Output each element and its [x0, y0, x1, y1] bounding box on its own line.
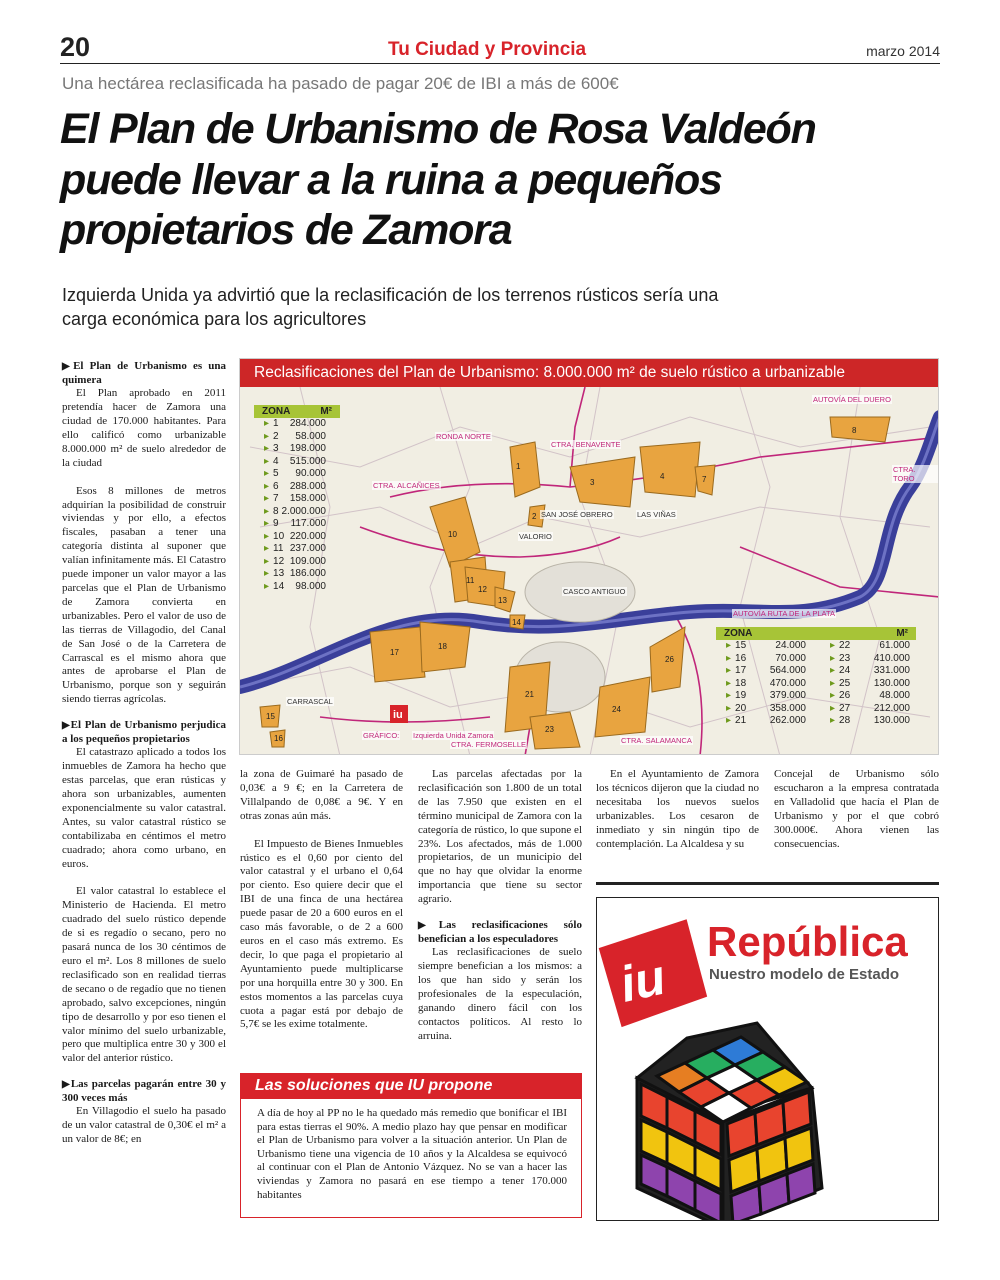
rubik-cube-icon: [637, 1023, 822, 1221]
zone-area: 61.000: [879, 640, 910, 651]
zone-area: 117.000: [290, 518, 326, 529]
paragraph: la zona de Guimaré ha pasado de 0,03€ a 9 €; en la Carretera de Villalpando de 0,08€ a 9€. Y en otras zonas aún más.: [240, 768, 403, 822]
zone-area: 158.000: [289, 493, 326, 504]
article-kicker: Una hectárea reclasificada ha pasado de pagar 20€ de IBI a más de 600€: [62, 74, 619, 93]
map-credit: GRÁFICO:: [363, 731, 400, 740]
article-column-3: [418, 768, 582, 1044]
zone-row: [254, 518, 332, 531]
iu-logo: [597, 918, 710, 1028]
svg-text:24: 24: [612, 705, 621, 714]
svg-text:26: 26: [665, 655, 674, 664]
solutions-box-text: A día de hoy al PP no le ha quedado más remedio que bonificar el IBI para estas tierras el 90%. A medio plazo hay que pensar en modificar el Plan de Urbanismo para volver a la situación anterior. Un Plan de Urbanismo tiene una vigencia de 10 años y la Alcaldesa se equivocó al continuar con el Plan de Antonio Vázquez. No se van a hacer las viviendas y Zamora no pasará en ese tiempo a tener 170.000 habitantes: [257, 1107, 567, 1201]
zone-number: ▸ 15: [716, 640, 752, 653]
zone-row: [254, 468, 332, 481]
map-label: CTRA. TORO: [892, 465, 938, 483]
zone-number: ▸ 17: [716, 665, 752, 678]
divider: [596, 882, 939, 885]
article-column-2: [240, 768, 403, 1032]
zone-row: [254, 481, 332, 494]
subheading: ▶Las reclasificaciones sólo benefician a los especuladores: [418, 919, 582, 945]
paragraph: Las reclasificaciones de suelo siempre benefician a los mismos: a los que han sido y serán los profesionales de la especulación, ganando dinero fácil con los contactos políticos. Al resto lo arruina.: [418, 946, 582, 1042]
map-label: LAS VIÑAS: [637, 510, 676, 519]
zone-row: [254, 568, 332, 581]
zone-table-header: ZONA M²: [254, 405, 340, 418]
zone-row: [254, 456, 332, 469]
zone-area: 331.000: [873, 665, 910, 676]
zone-number: ▸ 6: [254, 481, 290, 494]
svg-text:4: 4: [660, 472, 665, 481]
map-label: CTRA. BENAVENTE: [551, 440, 621, 449]
map-credit-brand: Izquierda Unida Zamora: [413, 731, 494, 740]
map-label: CASCO ANTIGUO: [563, 587, 626, 596]
zone-area: 70.000: [775, 652, 806, 664]
zone-area: 470.000: [769, 677, 806, 689]
section-name: Tu Ciudad y Provincia: [388, 39, 587, 60]
page-header: [60, 32, 940, 64]
zone-area: 48.000: [879, 690, 910, 701]
zone-area: 220.000: [289, 530, 326, 542]
zone-row: [254, 581, 332, 594]
zone-row: [820, 715, 916, 728]
zone-number: ▸ 1: [254, 418, 290, 431]
zone-number: ▸ 18: [716, 678, 752, 691]
zone-row: [254, 443, 332, 456]
zone-number: ▸ 19: [716, 690, 752, 703]
zone-number: ▸ 12: [254, 556, 290, 569]
triangle-icon: ▶: [62, 720, 71, 732]
svg-text:8: 8: [852, 426, 857, 435]
page-number: 20: [60, 32, 91, 62]
zone-number: ▸ 26: [820, 690, 856, 703]
svg-text:13: 13: [498, 596, 507, 605]
zone-area: 130.000: [873, 677, 910, 689]
zone-row: [716, 690, 812, 703]
map-label: AUTOVÍA DEL DUERO: [813, 395, 891, 404]
map-label: CARRASCAL: [287, 697, 333, 706]
svg-text:1: 1: [516, 462, 521, 471]
zone-row: [716, 678, 812, 691]
zone-number: ▸ 27: [820, 703, 856, 716]
paragraph: En el Ayuntamiento de Zamora los técnicos dijeron que la ciudad no necesitaba los nuevos suelos urbanizables. Los cesaron de inmediato y sin ningún tipo de contemplación. La Alcaldesa y su: [596, 768, 759, 850]
zone-number: ▸ 3: [254, 443, 290, 456]
zone-area: 564.000: [769, 665, 806, 676]
zone-area: 410.000: [873, 652, 910, 664]
map-label: AUTOVÍA RUTA DE LA PLATA: [733, 609, 835, 618]
triangle-icon: ▶: [418, 920, 439, 932]
paragraph: El Plan aprobado en 2011 pretendía hacer de Zamora una ciudad de 170.000 habitantes. Para ello calificó como urbanizable 8.000.000 m² de suelo alrededor de la ciudad: [62, 387, 226, 469]
svg-text:10: 10: [448, 530, 457, 539]
zone-number: ▸ 22: [820, 640, 856, 653]
zone-area: 288.000: [289, 480, 326, 492]
zone-area: 358.000: [769, 702, 806, 714]
paragraph: El valor catastral lo establece el Ministerio de Hacienda. El metro cuadrado del suelo rústico depende de si es regadío o secano, pero no pasará nunca de los 30 céntimos de euro el m². Los 8 millones de suelo reclasificado son en realidad tierras de secano o de regadío que no tienen aprobado, salvo excepciones, ningún tipo de desarrollo y por eso tienen el valor mínimo del suelo urbanizable, pero que multiplica entre 30 y 300 el valor del anterior rústico.: [62, 885, 226, 1065]
subheading: ▶El Plan de Urbanismo es una quimera: [62, 360, 226, 386]
solutions-box: [240, 1073, 582, 1218]
zone-table-1: [254, 405, 340, 593]
zone-number: ▸ 10: [254, 531, 290, 544]
zone-number: ▸ 20: [716, 703, 752, 716]
zone-number: ▸ 2: [254, 431, 290, 444]
article-column-1: [62, 360, 226, 1147]
zone-area: 515.000: [289, 455, 326, 467]
zone-row: [820, 690, 916, 703]
svg-text:16: 16: [274, 734, 283, 743]
svg-text:iu: iu: [393, 709, 403, 721]
zone-row: [820, 703, 916, 716]
zone-row: [716, 640, 812, 653]
zone-row: [254, 493, 332, 506]
paragraph: Concejal de Urbanismo sólo escucharon a la empresa contratada en Valladolid que hacía el Plan de Urbanismo y por el que cobró 300.000€. Ahora vienen las consecuencias.: [774, 768, 939, 850]
map-label: CTRA. SALAMANCA: [621, 736, 692, 745]
ad-title: República: [707, 918, 908, 965]
urbanism-map-graphic: [239, 358, 939, 755]
republica-advertisement: [596, 897, 939, 1221]
svg-text:15: 15: [266, 712, 275, 721]
zone-number: ▸ 8: [254, 506, 282, 519]
zone-row: [254, 506, 332, 519]
svg-text:11: 11: [466, 576, 475, 585]
map-label: RONDA NORTE: [436, 432, 491, 441]
paragraph: En Villagodio el suelo ha pasado de un valor catastral de 0,30€ el m² a un valor de 8€; en: [62, 1105, 226, 1146]
zone-area: 379.000: [769, 690, 806, 701]
zone-area: 284.000: [289, 418, 326, 429]
zone-number: ▸ 24: [820, 665, 856, 678]
ad-subtitle: Nuestro modelo de Estado: [709, 966, 900, 983]
zone-row: [254, 556, 332, 569]
svg-text:23: 23: [545, 725, 554, 734]
zone-row: [820, 653, 916, 666]
svg-text:18: 18: [438, 642, 447, 651]
svg-text:12: 12: [478, 585, 487, 594]
zone-number: ▸ 11: [254, 543, 290, 556]
subheading: ▶El Plan de Urbanismo perjudica a los pequeños propietarios: [62, 719, 226, 745]
subheading: ▶Las parcelas pagarán entre 30 y 300 veces más: [62, 1078, 226, 1104]
zone-number: ▸ 13: [254, 568, 290, 581]
map-label: VALORIO: [519, 532, 552, 541]
zone-area: 130.000: [873, 715, 910, 726]
zone-area: 2.000.000: [281, 505, 326, 517]
svg-text:2: 2: [532, 512, 537, 521]
zone-row: [716, 715, 812, 728]
svg-text:iu: iu: [615, 948, 671, 1013]
zone-number: ▸ 5: [254, 468, 290, 481]
zone-number: ▸ 14: [254, 581, 290, 594]
map-title: Reclasificaciones del Plan de Urbanismo: 8.000.000 m² de suelo rústico a urbanizable: [240, 359, 938, 387]
map-label: CTRA. FERMOSELLE: [451, 740, 527, 749]
zone-row: [716, 665, 812, 678]
zone-number: ▸ 4: [254, 456, 290, 469]
zone-row: [820, 678, 916, 691]
zone-number: ▸ 21: [716, 715, 752, 728]
zone-number: ▸ 9: [254, 518, 290, 531]
article-column-4: [596, 768, 759, 851]
zone-area: 212.000: [873, 702, 910, 714]
zone-row: [254, 531, 332, 544]
article-headline: El Plan de Urbanismo de Rosa Valdeón puede llevar a la ruina a pequeños propietarios de Zamora: [60, 105, 816, 255]
zone-number: ▸ 23: [820, 653, 856, 666]
zone-row: [716, 653, 812, 666]
zone-row: [254, 431, 332, 444]
paragraph: El Impuesto de Bienes Inmuebles rústico es el 0,60 por ciento del valor catastral y el urbano el 0,64 por ciento. Eso quiere decir que el IBI de una finca de una hectárea puede pasar de 20 a 600 euros en el caso más favorable, o de 2 a 600 euros en el caso más extremo. Es decir, lo que paga el propietario al Ayuntamiento puede multiplicarse por una horquilla entre 30 y 300. En estos momentos a las parcelas cuya cuota a pagar está por debajo de 5,7€ se les exime totalmente.: [240, 837, 403, 1031]
svg-text:17: 17: [390, 648, 399, 657]
zone-row: [254, 543, 332, 556]
zone-table-2: [716, 627, 916, 728]
zone-area: 24.000: [775, 640, 806, 651]
zone-area: 186.000: [289, 568, 326, 579]
zone-number: ▸ 28: [820, 715, 856, 728]
article-subhead: Izquierda Unida ya advirtió que la reclasificación de los terrenos rústicos sería una carga económica para los agricultores: [62, 285, 719, 330]
zone-area: 90.000: [295, 468, 326, 479]
svg-text:7: 7: [702, 475, 707, 484]
zone-area: 58.000: [295, 430, 326, 442]
map-label: SAN JOSÉ OBRERO: [541, 510, 613, 519]
zone-area: 109.000: [289, 555, 326, 567]
triangle-icon: ▶: [62, 361, 74, 372]
svg-text:21: 21: [525, 690, 534, 699]
zone-area: 262.000: [769, 715, 806, 726]
zone-number: ▸ 7: [254, 493, 290, 506]
solutions-box-title: Las soluciones que IU propone: [241, 1074, 581, 1099]
zone-number: ▸ 16: [716, 653, 752, 666]
zone-row: [820, 665, 916, 678]
svg-text:14: 14: [512, 618, 521, 627]
zone-area: 237.000: [289, 543, 326, 554]
paragraph: Las parcelas afectadas por la reclasificación son 1.800 de un total de las 7.950 que existen en el término municipal de Zamora con la categoría de rústico, lo que supone el 23%. Los afectados, más de 1.000 propietarios, de un municipio del que no hay que olvidar la enorme importancia que tiene su sector agrario.: [418, 768, 582, 906]
article-column-5: [774, 768, 939, 851]
zone-row: [820, 640, 916, 653]
zone-area: 98.000: [295, 580, 326, 592]
zone-area: 198.000: [289, 443, 326, 454]
zone-table-header: ZONA M²: [716, 627, 916, 640]
issue-date: marzo 2014: [866, 43, 940, 59]
zone-row: [254, 418, 332, 431]
paragraph: El catastrazo aplicado a todos los inmuebles de Zamora ha hecho que estas parcelas, que eran rústicas y ahora son urbanizables, aumenten exponencialmente su valor catastral. Antes, su valor catastral rústico se contabilizaba en céntimos el metro cuadrado; ahora como urbano, en euros.: [62, 746, 226, 870]
zone-row: [716, 703, 812, 716]
map-label: CTRA. ALCAÑICES: [373, 481, 440, 490]
triangle-icon: ▶: [62, 1079, 71, 1091]
paragraph: Esos 8 millones de metros adquirían la posibilidad de construir viviendas y por ello, a efectos fiscales, pasaban a tener una categoría distinta al suponer que valían infinitamente más. El Catastro puede imponer un valor mayor a las parcelas que el Plan de Urbanismo de Zamora convierta en urbanizables. Pero el valor de uso de las tierras de Villagodio, del Canal de San José o de la Carretera de Carrascal es el mismo ahora que antes de aprobarse el Plan de Urbanismo, porque son y seguirán siendo tierras agrícolas.: [62, 484, 226, 706]
zone-number: ▸ 25: [820, 678, 856, 691]
svg-text:3: 3: [590, 478, 595, 487]
